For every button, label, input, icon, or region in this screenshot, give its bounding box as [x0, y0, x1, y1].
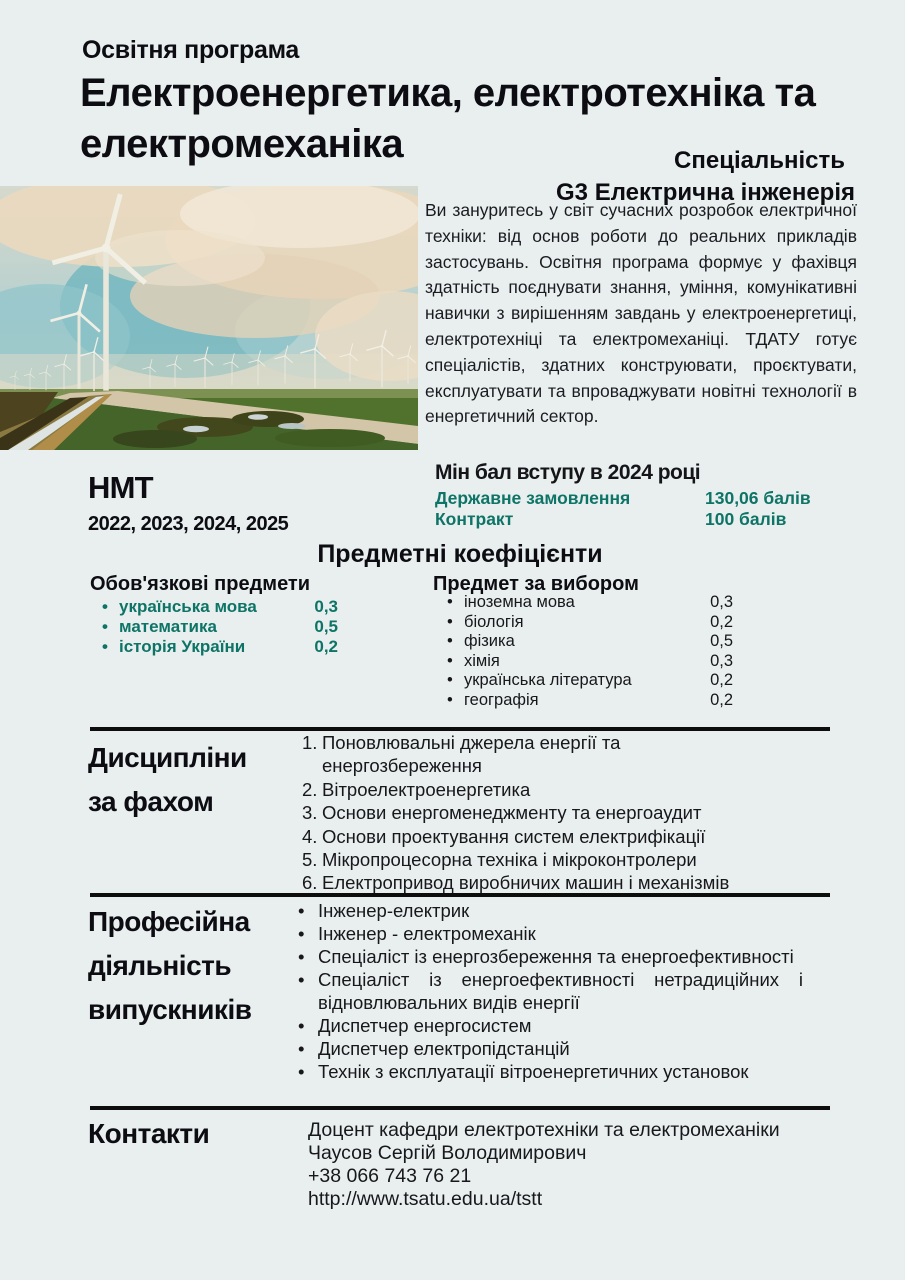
bullet-icon: •: [447, 671, 453, 689]
optional-subject-row: • біологія 0,2: [447, 613, 733, 631]
coefficients-title: Предметні коефіцієнти: [317, 540, 603, 568]
optional-subject-row: • фізика 0,5: [447, 632, 733, 650]
specialty-value: G3 Електрична інженерія: [556, 179, 855, 206]
program-description: Ви зануритесь у світ сучасних розробок електричної техніки: від основ роботи до реальних прикладів застосувань. Освітня програма формує у фахівця здатність поєднувати знання, уміння, комунікативні навички з вирішенням завдань у електроенергетиці, електротехніці та електромеханіці. ТДАТУ готує спеціалістів, здатних конструювати, проєктувати, експлуатувати та впроваджувати новітні технології в енергетичний сектор.: [425, 200, 857, 427]
page-title: Електроенергетика, електротехніка та електромеханіка: [80, 71, 816, 166]
bullet-icon: •: [447, 632, 453, 650]
profession-item: • Інженер - електромеханік: [298, 922, 803, 945]
disciplines-list: [302, 731, 772, 895]
discipline-item: Мікропроцесорна техніка і мікроконтролери: [322, 849, 697, 871]
contact-url: http://www.tsatu.edu.ua/tstt: [308, 1188, 543, 1210]
nmt-row-value: 100 балів: [705, 509, 787, 529]
professional-list: [298, 899, 803, 1083]
nmt-label: НМТ: [88, 470, 153, 505]
wind-turbines-photo: [0, 186, 418, 450]
mandatory-subject-row: • математика 0,5: [102, 617, 338, 636]
optional-subject-row: • хімія 0,3: [447, 652, 733, 670]
optional-subject-row: • українська література 0,2: [447, 671, 733, 689]
nmt-row-value: 130,06 балів: [705, 488, 811, 508]
mandatory-subject-row: • історія України 0,2: [102, 637, 338, 656]
contact-name: Чаусов Сергій Володимирович: [308, 1142, 587, 1164]
bullet-icon: •: [102, 617, 108, 636]
profession-item: • Інженер-електрик: [298, 899, 803, 922]
nmt-row-label: Державне замовлення: [435, 488, 631, 508]
profession-item: • Спеціаліст із енергоефективності нетрадиційних і відновлювальних видів енергії: [298, 968, 803, 1014]
profession-item: • Диспетчер енергосистем: [298, 1014, 803, 1037]
specialty-label: Спеціальність: [674, 147, 845, 174]
optional-subjects-title: Предмет за вибором: [433, 573, 639, 595]
mandatory-subjects-title: Обов'язкові предмети: [90, 573, 311, 595]
contact-role: Доцент кафедри електротехніки та електромеханіки: [308, 1119, 780, 1141]
discipline-item: Основи проектування систем електрифікації: [322, 825, 706, 847]
mandatory-subject-row: • українська мова 0,3: [102, 597, 338, 616]
profession-item: • Технік з експлуатації вітроенергетичних установок: [298, 1060, 803, 1083]
bullet-icon: •: [447, 593, 453, 611]
discipline-item: Вітроелектроенергетика: [322, 778, 531, 800]
contacts-block: [308, 1119, 830, 1211]
profession-item: • Спеціаліст із енергозбереження та енергоефективності: [298, 945, 803, 968]
professional-title: Професійна діяльність випускників: [88, 906, 252, 1025]
nmt-years: 2022, 2023, 2024, 2025: [88, 513, 289, 535]
optional-subject-row: • іноземна мова 0,3: [447, 593, 733, 611]
min-score-title: Мін бал вступу в 2024 році: [435, 461, 701, 484]
section-divider: [90, 1106, 830, 1110]
bullet-icon: •: [447, 652, 453, 670]
contacts-title: Контакти: [88, 1118, 210, 1149]
program-label: Освітня програма: [82, 36, 300, 64]
nmt-row-contract: [435, 509, 831, 530]
contact-phone: +38 066 743 76 21: [308, 1165, 472, 1187]
bullet-icon: •: [102, 597, 108, 616]
bullet-icon: •: [102, 637, 108, 656]
bullet-icon: •: [447, 691, 453, 709]
bullet-icon: •: [447, 613, 453, 631]
discipline-item: Основи енергоменеджменту та енергоаудит: [322, 802, 702, 824]
discipline-item: Поновлювальні джерела енергії та енергозбереження: [322, 732, 621, 777]
profession-item: • Диспетчер електропідстанцій: [298, 1037, 803, 1060]
nmt-row-label: Контракт: [435, 509, 514, 529]
discipline-item: Електропривод виробничих машин і механізмів: [322, 872, 730, 894]
disciplines-title: Дисципліни за фахом: [88, 742, 247, 817]
optional-subject-row: • географія 0,2: [447, 691, 733, 709]
section-divider: [90, 893, 830, 897]
nmt-row-state-order: [435, 488, 831, 509]
